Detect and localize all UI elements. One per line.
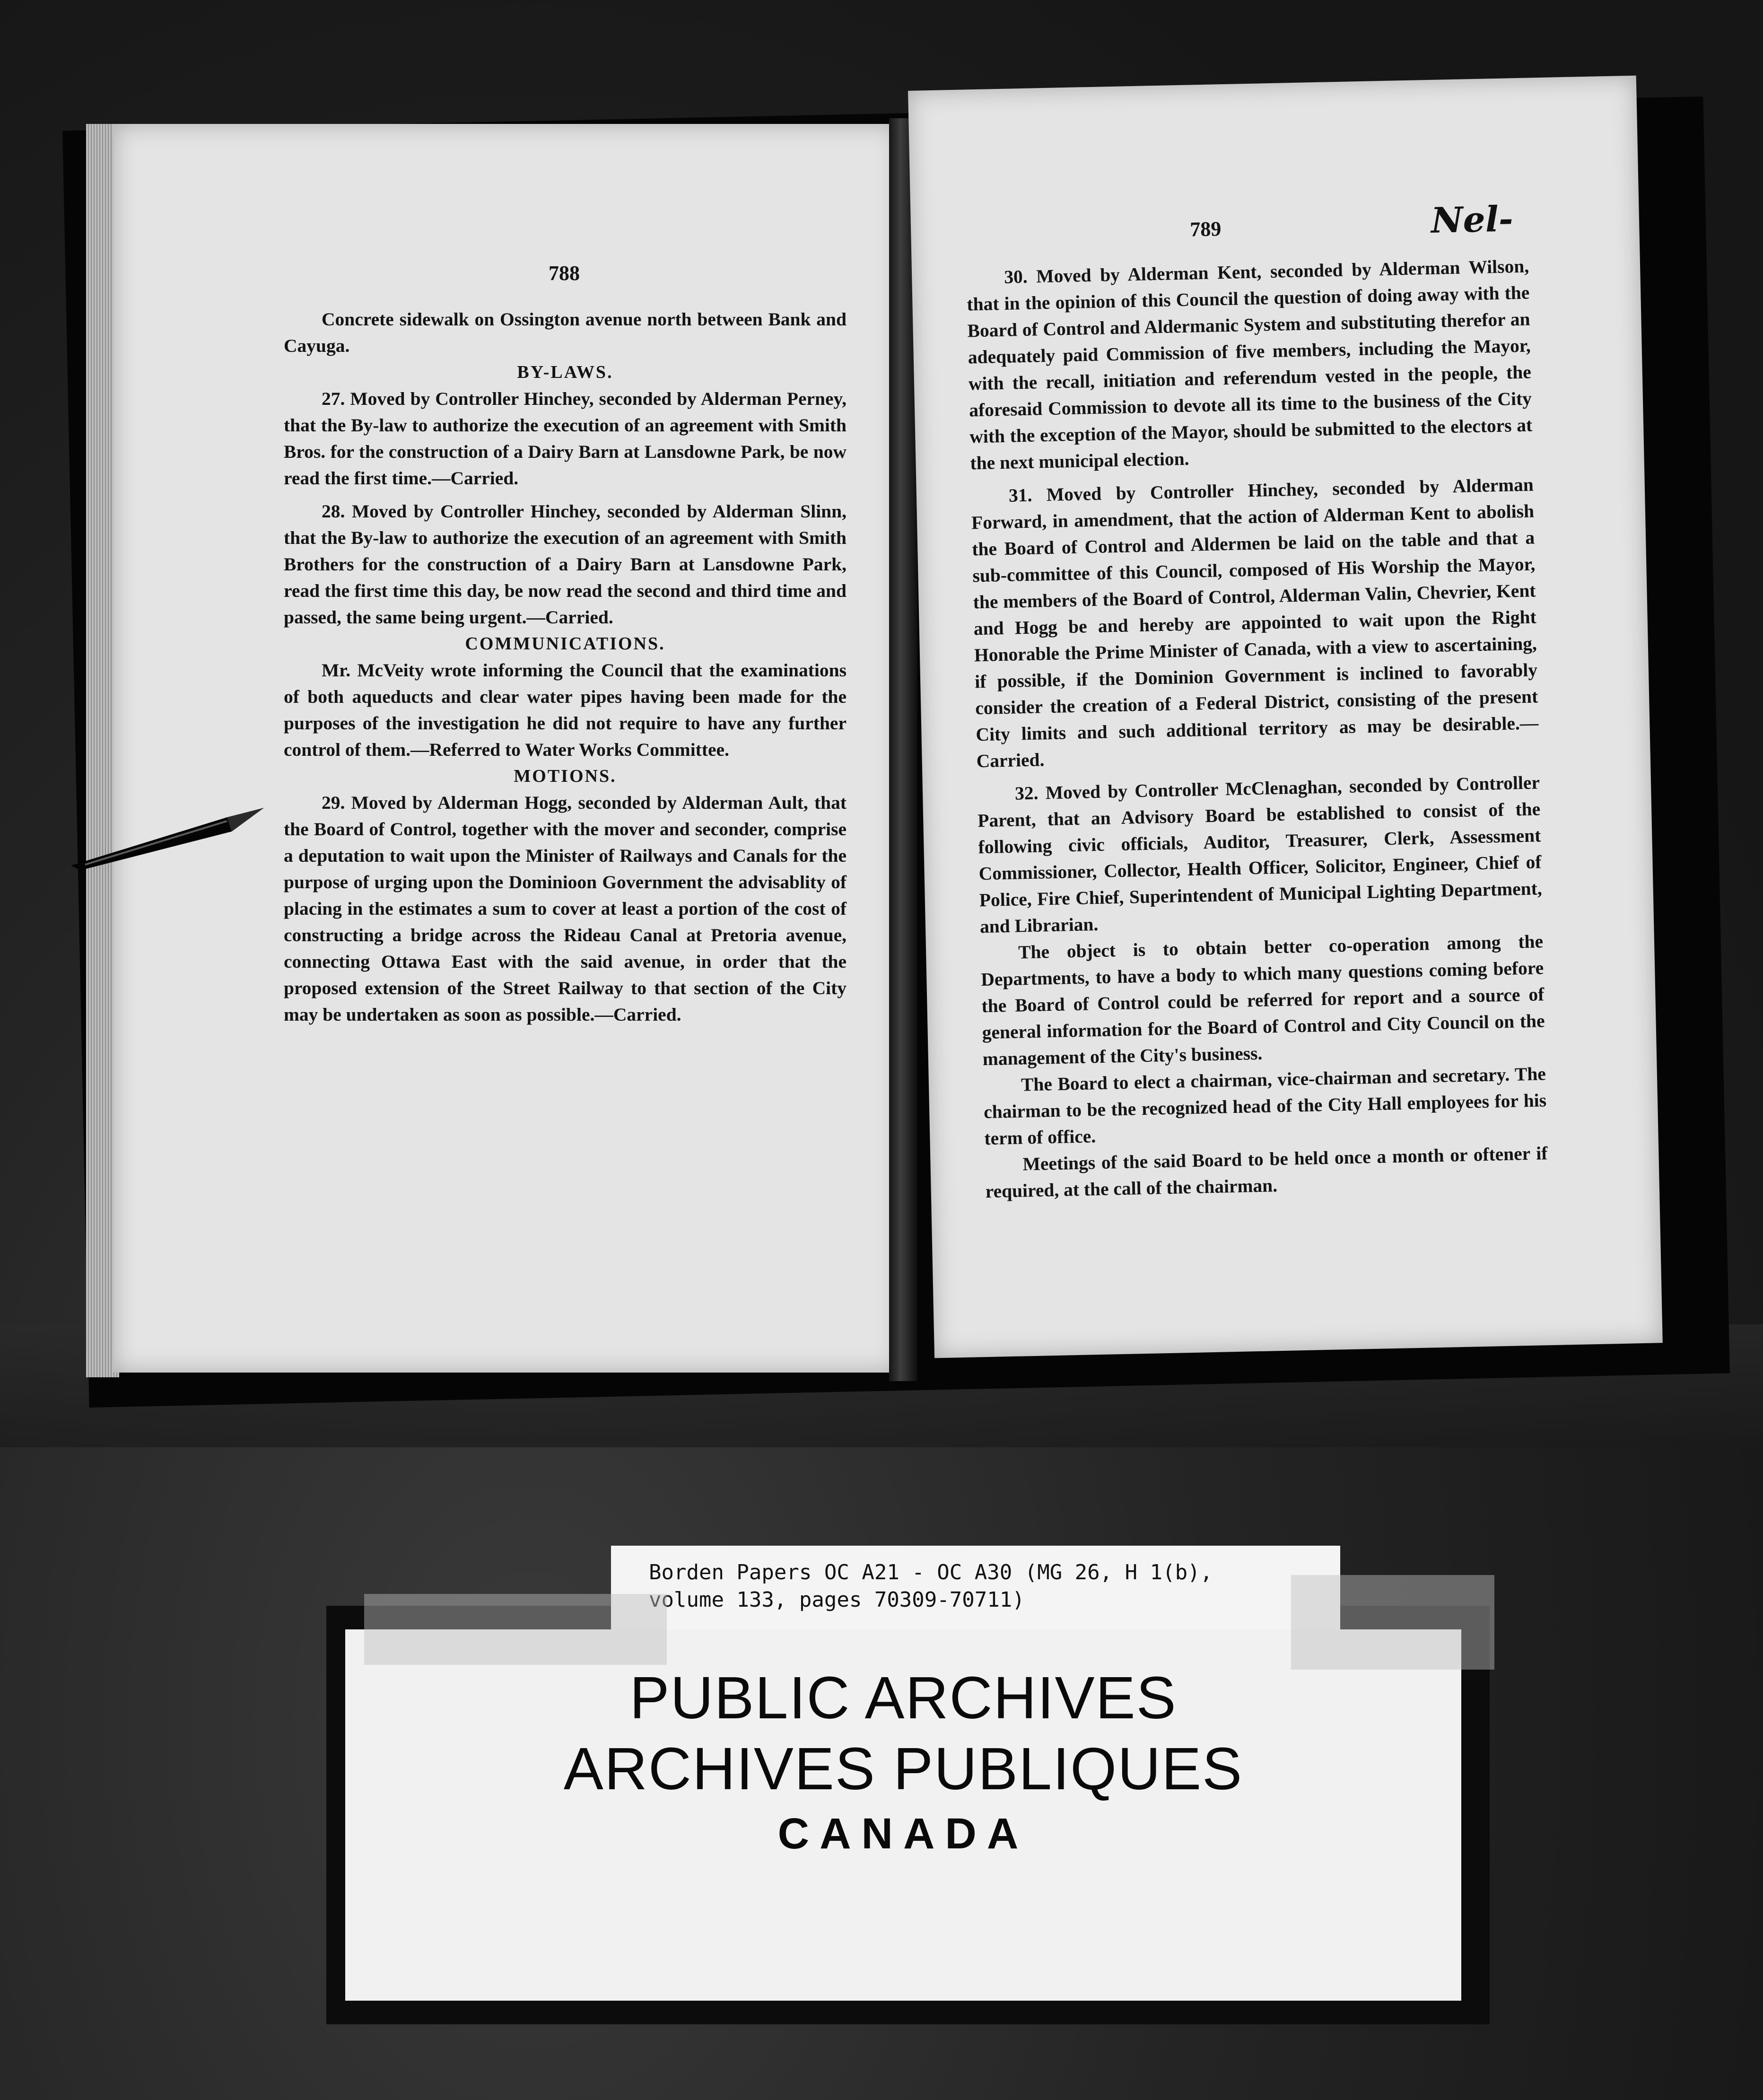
reference-line-1: Borden Papers OC A21 - OC A30 (MG 26, H 1(b),	[649, 1560, 1213, 1584]
handwritten-note: Nel-	[1431, 199, 1514, 241]
page-number-right: 789	[1189, 217, 1222, 241]
left-page-body	[284, 306, 847, 1028]
meetings-paragraph: Meetings of the said Board to be held once a month or oftener if required, at the call of the chairman.	[985, 1143, 1548, 1202]
archive-card-line-1: PUBLIC ARCHIVES	[629, 1664, 1177, 1731]
tape-strip-right	[1291, 1575, 1494, 1670]
motion-30: 30. Moved by Alderman Kent, seconded by Alderman Wilson, that in the opinion of this Council the question of doing away with the Board of Control and Aldermanic System and substituting therefor an adequately paid Commission of five members, including the Mayor, with the recall, initiation and referendum vested in the people, the aforesaid Commission to devote all its time to the business of the City with the exception of the Mayor, should be submitted to the electors at the next municipal election.	[967, 255, 1533, 474]
heading-motions: MOTIONS.	[514, 766, 617, 786]
motion-28: 28. Moved by Controller Hinchey, seconded by Alderman Slinn, that the By-law to authorize the execution of an agreement with Smith Brothers for the construction of a Dairy Barn at Lansdowne Park, read the first time this day, be now read the second and third time and passed, the same being urgent.—Carried.	[284, 501, 847, 628]
page-number-left: 788	[549, 262, 580, 285]
archive-card-line-3: CANADA	[777, 1810, 1029, 1858]
archive-card-line-2: ARCHIVES PUBLIQUES	[563, 1735, 1243, 1802]
right-page	[908, 76, 1663, 1358]
board-paragraph: The Board to elect a chairman, vice-chairman and secretary. The chairman to be the recognized head of the City Hall employees for his term of office.	[983, 1063, 1547, 1149]
motion-29: 29. Moved by Alderman Hogg, seconded by Alderman Ault, that the Board of Control, together with the mover and seconder, comprise a deputation to wait upon the Minister of Railways and Canals for the purpose of urging upon the Dominioon Government the advisablity of placing in the estimates a sum to cover at least a portion of the cost of constructing a bridge across the Rideau Canal at Pretoria avenue, connecting Ottawa East with the said avenue, in order that the proposed extension of the Street Railway to that section of the City may be undertaken as soon as possible.—Carried.	[284, 792, 847, 1025]
opening-paragraph: Concrete sidewalk on Ossington avenue north between Bank and Cayuga.	[284, 309, 847, 356]
object-paragraph: The object is to obtain better co-operation among the Departments, to have a body to which many questions coming before the Board of Control could be referred for report and a source of general information for the Board of Control and City Council on the management of the City's business.	[980, 931, 1545, 1070]
pen-icon	[71, 804, 270, 870]
reference-label	[611, 1546, 1340, 1636]
motion-27: 27. Moved by Controller Hinchey, seconded by Alderman Perney, that the By-law to authorize the execution of an agreement with Smith Bros. for the construction of a Dairy Barn at Lansdowne Park, be now read the first time.—Carried.	[284, 388, 847, 489]
motion-31: 31. Moved by Controller Hinchey, seconded by Alderman Forward, in amendment, that the action of Alderman Kent to abolish the Board of Control and Aldermen be laid on the table and that a sub-committee of this Council, composed of His Worship the Mayor, the members of the Board of Control, Alderman Valin, Chevrier, Kent and Hogg be and hereby are appointed to wait upon the Right Honorable the Prime Minister of Canada, with a view to ascertaining, if possible, if the Dominion Government is inclined to favorably consider the creation of a Federal District, consisting of the present City limits and such additional territory as may be desirable.—Carried.	[971, 474, 1539, 772]
motion-32: 32. Moved by Controller McClenaghan, seconded by Controller Parent, that an Advisory Board be established to consist of the following civic officials, Auditor, Treasurer, Clerk, Assessment Commissioner, Collector, Health Officer, Solicitor, Engineer, Chief of Police, Fire Chief, Superintendent of Municipal Lighting Department, and Librarian.	[977, 772, 1543, 937]
right-page-body	[966, 253, 1548, 1205]
archive-card	[345, 1629, 1461, 2001]
tape-strip-left	[364, 1594, 667, 1665]
left-page	[113, 124, 899, 1373]
communication-paragraph: Mr. McVeity wrote informing the Council that the examinations of both aqueducts and clear water pipes having been made for the purposes of the investigation he did not require to have any further control of them.—Referred to Water Works Committee.	[284, 660, 847, 760]
heading-communications: COMMUNICATIONS.	[465, 634, 665, 654]
reference-line-2: volume 133, pages 70309-70711)	[649, 1588, 1025, 1612]
heading-bylaws: BY-LAWS.	[517, 362, 613, 382]
